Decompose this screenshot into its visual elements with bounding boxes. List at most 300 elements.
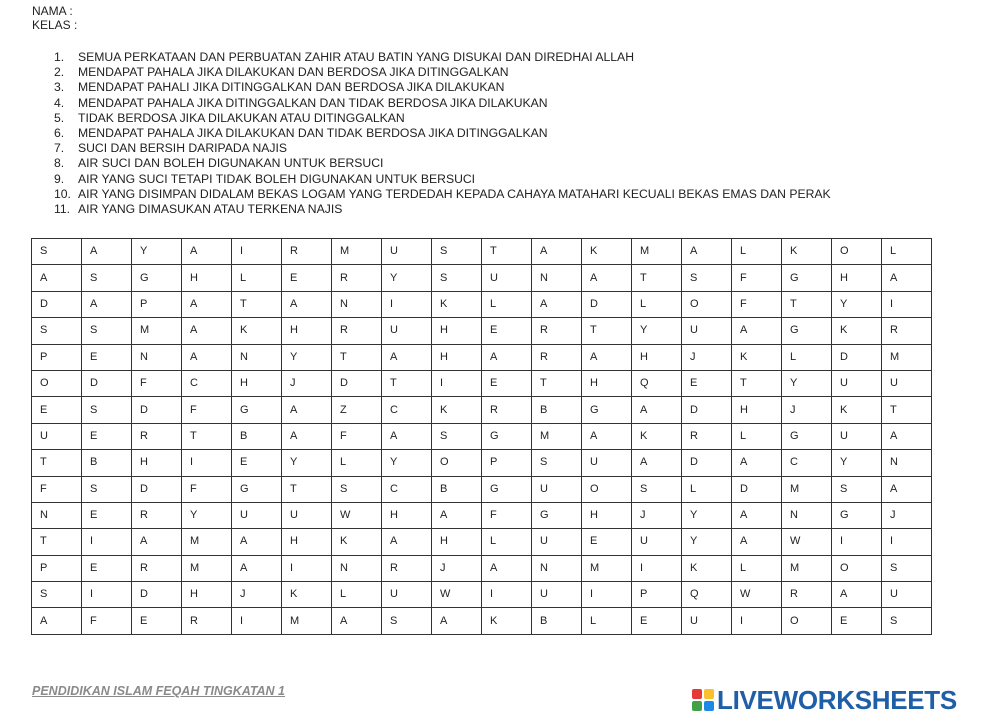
- grid-cell[interactable]: G: [582, 397, 632, 423]
- grid-cell[interactable]: I: [632, 555, 682, 581]
- clue-number: 9.: [54, 171, 65, 186]
- grid-cell[interactable]: U: [682, 318, 732, 344]
- grid-cell[interactable]: U: [682, 608, 732, 634]
- grid-cell[interactable]: D: [682, 397, 732, 423]
- grid-cell[interactable]: H: [182, 265, 232, 291]
- grid-cell[interactable]: F: [182, 476, 232, 502]
- grid-cell[interactable]: L: [732, 423, 782, 449]
- grid-cell[interactable]: P: [482, 450, 532, 476]
- grid-cell[interactable]: E: [832, 608, 882, 634]
- grid-cell[interactable]: T: [332, 344, 382, 370]
- grid-cell[interactable]: H: [182, 582, 232, 608]
- grid-cell[interactable]: A: [182, 239, 232, 265]
- grid-cell[interactable]: H: [582, 502, 632, 528]
- grid-cell[interactable]: G: [782, 318, 832, 344]
- grid-cell[interactable]: R: [782, 582, 832, 608]
- grid-cell[interactable]: A: [282, 397, 332, 423]
- grid-cell[interactable]: T: [32, 529, 82, 555]
- grid-cell[interactable]: M: [782, 555, 832, 581]
- grid-cell[interactable]: U: [832, 370, 882, 396]
- grid-cell[interactable]: L: [582, 608, 632, 634]
- grid-cell[interactable]: H: [382, 502, 432, 528]
- grid-cell[interactable]: J: [282, 370, 332, 396]
- grid-cell[interactable]: K: [732, 344, 782, 370]
- grid-cell[interactable]: A: [32, 265, 82, 291]
- clue-text: TIDAK BERDOSA JIKA DILAKUKAN ATAU DITINGGALKAN: [78, 110, 405, 125]
- grid-cell[interactable]: H: [432, 344, 482, 370]
- grid-cell[interactable]: M: [182, 529, 232, 555]
- grid-cell[interactable]: S: [332, 476, 382, 502]
- grid-cell[interactable]: A: [382, 344, 432, 370]
- grid-cell[interactable]: U: [532, 582, 582, 608]
- grid-cell[interactable]: P: [632, 582, 682, 608]
- grid-cell[interactable]: R: [532, 318, 582, 344]
- grid-cell[interactable]: F: [32, 476, 82, 502]
- grid-cell[interactable]: N: [532, 265, 582, 291]
- grid-cell[interactable]: N: [882, 450, 932, 476]
- grid-cell[interactable]: K: [632, 423, 682, 449]
- grid-cell[interactable]: L: [682, 476, 732, 502]
- grid-cell[interactable]: D: [82, 370, 132, 396]
- grid-cell[interactable]: G: [782, 423, 832, 449]
- grid-cell[interactable]: A: [882, 265, 932, 291]
- grid-cell[interactable]: A: [82, 291, 132, 317]
- grid-cell[interactable]: Y: [682, 502, 732, 528]
- grid-cell[interactable]: M: [782, 476, 832, 502]
- grid-cell[interactable]: H: [132, 450, 182, 476]
- grid-row: [32, 555, 932, 581]
- grid-cell[interactable]: A: [82, 239, 132, 265]
- grid-cell[interactable]: Q: [632, 370, 682, 396]
- grid-cell[interactable]: S: [432, 265, 482, 291]
- grid-cell[interactable]: A: [182, 291, 232, 317]
- grid-cell[interactable]: Y: [282, 344, 332, 370]
- clue-number: 7.: [54, 141, 65, 156]
- grid-cell[interactable]: I: [232, 239, 282, 265]
- grid-cell[interactable]: L: [782, 344, 832, 370]
- grid-cell[interactable]: A: [582, 423, 632, 449]
- grid-cell[interactable]: M: [182, 555, 232, 581]
- grid-cell[interactable]: T: [782, 291, 832, 317]
- grid-cell[interactable]: L: [332, 450, 382, 476]
- grid-cell[interactable]: H: [732, 397, 782, 423]
- grid-cell[interactable]: B: [432, 476, 482, 502]
- grid-cell[interactable]: F: [732, 291, 782, 317]
- grid-cell[interactable]: I: [182, 450, 232, 476]
- grid-cell[interactable]: D: [332, 370, 382, 396]
- grid-cell[interactable]: Y: [632, 318, 682, 344]
- grid-cell[interactable]: K: [232, 318, 282, 344]
- grid-cell[interactable]: A: [582, 265, 632, 291]
- grid-cell[interactable]: C: [782, 450, 832, 476]
- grid-cell[interactable]: A: [532, 291, 582, 317]
- clue-text: MENDAPAT PAHALI JIKA DITINGGALKAN DAN BERDOSA JIKA DILAKUKAN: [78, 80, 505, 95]
- grid-cell[interactable]: L: [482, 291, 532, 317]
- grid-cell[interactable]: J: [432, 555, 482, 581]
- grid-cell[interactable]: S: [532, 450, 582, 476]
- grid-cell[interactable]: A: [482, 555, 532, 581]
- grid-cell[interactable]: A: [732, 318, 782, 344]
- grid-cell[interactable]: K: [682, 555, 732, 581]
- grid-row: [32, 239, 932, 265]
- grid-cell[interactable]: A: [432, 608, 482, 634]
- clue-item: [54, 65, 831, 80]
- grid-cell[interactable]: U: [582, 450, 632, 476]
- grid-cell[interactable]: T: [282, 476, 332, 502]
- grid-cell[interactable]: S: [632, 476, 682, 502]
- kelas-label: KELAS :: [32, 18, 78, 32]
- grid-cell[interactable]: J: [682, 344, 732, 370]
- grid-cell[interactable]: A: [132, 529, 182, 555]
- grid-cell[interactable]: H: [282, 529, 332, 555]
- grid-cell[interactable]: E: [282, 265, 332, 291]
- grid-cell[interactable]: N: [332, 291, 382, 317]
- grid-cell[interactable]: E: [582, 529, 632, 555]
- grid-cell[interactable]: E: [82, 344, 132, 370]
- grid-cell[interactable]: A: [332, 608, 382, 634]
- grid-cell[interactable]: L: [632, 291, 682, 317]
- grid-row: [32, 344, 932, 370]
- grid-cell[interactable]: G: [782, 265, 832, 291]
- grid-cell[interactable]: D: [732, 476, 782, 502]
- grid-cell[interactable]: A: [632, 450, 682, 476]
- grid-cell[interactable]: O: [32, 370, 82, 396]
- grid-cell[interactable]: F: [182, 397, 232, 423]
- grid-cell[interactable]: D: [32, 291, 82, 317]
- grid-cell[interactable]: Y: [132, 239, 182, 265]
- grid-cell[interactable]: L: [332, 582, 382, 608]
- grid-cell[interactable]: T: [482, 239, 532, 265]
- grid-cell[interactable]: H: [282, 318, 332, 344]
- grid-cell[interactable]: R: [482, 397, 532, 423]
- grid-cell[interactable]: I: [382, 291, 432, 317]
- clue-number: 5.: [54, 110, 65, 125]
- grid-cell[interactable]: L: [482, 529, 532, 555]
- grid-cell[interactable]: S: [682, 265, 732, 291]
- grid-cell[interactable]: I: [482, 582, 532, 608]
- grid-cell[interactable]: S: [432, 239, 482, 265]
- grid-cell[interactable]: A: [32, 608, 82, 634]
- grid-cell[interactable]: T: [32, 450, 82, 476]
- grid-cell[interactable]: H: [582, 370, 632, 396]
- grid-cell[interactable]: M: [132, 318, 182, 344]
- grid-cell[interactable]: P: [132, 291, 182, 317]
- grid-cell[interactable]: P: [32, 344, 82, 370]
- grid-cell[interactable]: U: [382, 239, 432, 265]
- grid-cell[interactable]: S: [382, 608, 432, 634]
- grid-cell[interactable]: N: [232, 344, 282, 370]
- grid-cell[interactable]: E: [82, 502, 132, 528]
- grid-cell[interactable]: S: [432, 423, 482, 449]
- grid-cell[interactable]: E: [232, 450, 282, 476]
- grid-cell[interactable]: A: [632, 397, 682, 423]
- grid-cell[interactable]: A: [282, 291, 332, 317]
- grid-cell[interactable]: L: [232, 265, 282, 291]
- grid-cell[interactable]: S: [82, 265, 132, 291]
- grid-cell[interactable]: U: [532, 529, 582, 555]
- grid-cell[interactable]: B: [82, 450, 132, 476]
- grid-cell[interactable]: A: [232, 555, 282, 581]
- grid-cell[interactable]: Q: [682, 582, 732, 608]
- grid-cell[interactable]: N: [32, 502, 82, 528]
- grid-row: [32, 397, 932, 423]
- grid-cell[interactable]: L: [732, 555, 782, 581]
- grid-cell[interactable]: J: [232, 582, 282, 608]
- grid-cell[interactable]: A: [732, 529, 782, 555]
- grid-cell[interactable]: H: [232, 370, 282, 396]
- grid-cell[interactable]: C: [382, 397, 432, 423]
- grid-cell[interactable]: E: [32, 397, 82, 423]
- grid-cell[interactable]: R: [882, 318, 932, 344]
- grid-cell[interactable]: O: [832, 239, 882, 265]
- clue-text: AIR YANG SUCI TETAPI TIDAK BOLEH DIGUNAKAN UNTUK BERSUCI: [78, 171, 476, 186]
- grid-cell[interactable]: O: [682, 291, 732, 317]
- grid-cell[interactable]: F: [132, 370, 182, 396]
- grid-cell[interactable]: G: [232, 476, 282, 502]
- grid-cell[interactable]: S: [32, 318, 82, 344]
- grid-cell[interactable]: R: [532, 344, 582, 370]
- grid-cell[interactable]: I: [432, 370, 482, 396]
- grid-cell[interactable]: K: [432, 397, 482, 423]
- grid-cell[interactable]: T: [182, 423, 232, 449]
- grid-cell[interactable]: K: [332, 529, 382, 555]
- grid-cell[interactable]: A: [432, 502, 482, 528]
- grid-cell[interactable]: B: [532, 608, 582, 634]
- grid-cell[interactable]: L: [882, 239, 932, 265]
- grid-cell[interactable]: D: [132, 476, 182, 502]
- grid-cell[interactable]: W: [432, 582, 482, 608]
- grid-cell[interactable]: Y: [382, 265, 432, 291]
- grid-cell[interactable]: U: [632, 529, 682, 555]
- grid-cell[interactable]: S: [882, 608, 932, 634]
- grid-cell[interactable]: E: [482, 370, 532, 396]
- grid-cell[interactable]: S: [32, 582, 82, 608]
- grid-cell[interactable]: M: [532, 423, 582, 449]
- grid-cell[interactable]: G: [232, 397, 282, 423]
- grid-cell[interactable]: I: [232, 608, 282, 634]
- grid-cell[interactable]: A: [282, 423, 332, 449]
- grid-cell[interactable]: A: [832, 582, 882, 608]
- grid-cell[interactable]: T: [232, 291, 282, 317]
- logo-tile: [692, 701, 702, 711]
- grid-cell[interactable]: G: [132, 265, 182, 291]
- clue-number: 4.: [54, 95, 65, 110]
- grid-cell[interactable]: L: [732, 239, 782, 265]
- grid-cell[interactable]: H: [432, 318, 482, 344]
- grid-cell[interactable]: A: [732, 450, 782, 476]
- grid-cell[interactable]: R: [182, 608, 232, 634]
- grid-cell[interactable]: J: [632, 502, 682, 528]
- grid-cell[interactable]: W: [332, 502, 382, 528]
- grid-cell[interactable]: A: [882, 476, 932, 502]
- grid-cell[interactable]: F: [482, 502, 532, 528]
- grid-cell[interactable]: K: [782, 239, 832, 265]
- grid-cell[interactable]: T: [732, 370, 782, 396]
- grid-cell[interactable]: R: [132, 423, 182, 449]
- grid-cell[interactable]: M: [882, 344, 932, 370]
- grid-cell[interactable]: O: [782, 608, 832, 634]
- grid-cell[interactable]: E: [482, 318, 532, 344]
- grid-cell[interactable]: U: [382, 582, 432, 608]
- grid-cell[interactable]: R: [332, 318, 382, 344]
- grid-cell[interactable]: Y: [282, 450, 332, 476]
- grid-cell[interactable]: U: [882, 582, 932, 608]
- grid-cell[interactable]: J: [882, 502, 932, 528]
- clue-item: [54, 50, 831, 65]
- grid-cell[interactable]: U: [482, 265, 532, 291]
- grid-cell[interactable]: N: [332, 555, 382, 581]
- grid-cell[interactable]: D: [582, 291, 632, 317]
- grid-cell[interactable]: Y: [182, 502, 232, 528]
- grid-cell[interactable]: E: [82, 423, 132, 449]
- grid-cell[interactable]: F: [732, 265, 782, 291]
- grid-cell[interactable]: Y: [382, 450, 432, 476]
- grid-cell[interactable]: S: [882, 555, 932, 581]
- grid-cell[interactable]: A: [582, 344, 632, 370]
- grid-cell[interactable]: K: [282, 582, 332, 608]
- logo-tile: [704, 701, 714, 711]
- grid-cell[interactable]: Y: [782, 370, 832, 396]
- grid-cell[interactable]: R: [682, 423, 732, 449]
- clue-item: [54, 111, 831, 126]
- grid-cell[interactable]: N: [532, 555, 582, 581]
- grid-cell[interactable]: O: [582, 476, 632, 502]
- clue-item: [54, 202, 831, 217]
- grid-cell[interactable]: O: [832, 555, 882, 581]
- clue-text: AIR YANG DISIMPAN DIDALAM BEKAS LOGAM YANG TERDEDAH KEPADA CAHAYA MATAHARI KECUALI BEKAS EMAS DAN PERAK: [78, 186, 831, 201]
- grid-cell[interactable]: I: [832, 529, 882, 555]
- grid-cell[interactable]: K: [832, 318, 882, 344]
- grid-cell[interactable]: I: [82, 582, 132, 608]
- grid-cell[interactable]: U: [532, 476, 582, 502]
- grid-cell[interactable]: J: [782, 397, 832, 423]
- grid-cell[interactable]: D: [132, 582, 182, 608]
- grid-cell[interactable]: O: [432, 450, 482, 476]
- grid-cell[interactable]: Y: [832, 450, 882, 476]
- grid-cell[interactable]: Y: [682, 529, 732, 555]
- grid-cell[interactable]: G: [532, 502, 582, 528]
- grid-cell[interactable]: K: [832, 397, 882, 423]
- grid-cell[interactable]: R: [132, 555, 182, 581]
- grid-cell[interactable]: D: [832, 344, 882, 370]
- grid-cell[interactable]: W: [732, 582, 782, 608]
- grid-cell[interactable]: N: [132, 344, 182, 370]
- grid-cell[interactable]: E: [682, 370, 732, 396]
- grid-cell[interactable]: H: [432, 529, 482, 555]
- grid-cell[interactable]: R: [282, 239, 332, 265]
- logo-tile: [704, 689, 714, 699]
- grid-cell[interactable]: A: [382, 529, 432, 555]
- grid-cell[interactable]: B: [532, 397, 582, 423]
- grid-cell[interactable]: I: [882, 291, 932, 317]
- grid-cell[interactable]: A: [182, 318, 232, 344]
- grid-cell[interactable]: T: [532, 370, 582, 396]
- grid-cell[interactable]: Z: [332, 397, 382, 423]
- grid-cell[interactable]: M: [282, 608, 332, 634]
- clue-item: [54, 172, 831, 187]
- grid-cell[interactable]: I: [582, 582, 632, 608]
- grid-cell[interactable]: S: [82, 476, 132, 502]
- grid-cell[interactable]: T: [882, 397, 932, 423]
- grid-cell[interactable]: R: [132, 502, 182, 528]
- grid-cell[interactable]: U: [32, 423, 82, 449]
- grid-cell[interactable]: Y: [832, 291, 882, 317]
- grid-cell[interactable]: A: [882, 423, 932, 449]
- grid-row: [32, 423, 932, 449]
- grid-cell[interactable]: D: [682, 450, 732, 476]
- grid-cell[interactable]: U: [282, 502, 332, 528]
- grid-cell[interactable]: B: [232, 423, 282, 449]
- grid-cell[interactable]: G: [482, 476, 532, 502]
- grid-cell[interactable]: U: [232, 502, 282, 528]
- grid-cell[interactable]: G: [832, 502, 882, 528]
- clue-text: MENDAPAT PAHALA JIKA DILAKUKAN DAN BERDOSA JIKA DITINGGALKAN: [78, 65, 509, 80]
- grid-cell[interactable]: A: [532, 239, 582, 265]
- grid-cell[interactable]: U: [382, 318, 432, 344]
- grid-cell[interactable]: I: [732, 608, 782, 634]
- grid-cell[interactable]: C: [182, 370, 232, 396]
- grid-cell[interactable]: C: [382, 476, 432, 502]
- grid-cell[interactable]: M: [582, 555, 632, 581]
- grid-cell[interactable]: M: [332, 239, 382, 265]
- nama-label: NAMA :: [32, 4, 73, 18]
- grid-cell[interactable]: K: [482, 608, 532, 634]
- grid-cell[interactable]: S: [832, 476, 882, 502]
- grid-cell[interactable]: S: [32, 239, 82, 265]
- grid-cell[interactable]: A: [382, 423, 432, 449]
- grid-cell[interactable]: T: [632, 265, 682, 291]
- grid-row: [32, 318, 932, 344]
- grid-cell[interactable]: T: [582, 318, 632, 344]
- grid-cell[interactable]: R: [382, 555, 432, 581]
- grid-cell[interactable]: I: [282, 555, 332, 581]
- grid-cell[interactable]: H: [632, 344, 682, 370]
- grid-cell[interactable]: P: [32, 555, 82, 581]
- grid-cell[interactable]: F: [332, 423, 382, 449]
- grid-cell[interactable]: D: [132, 397, 182, 423]
- grid-cell[interactable]: G: [482, 423, 532, 449]
- grid-cell[interactable]: N: [782, 502, 832, 528]
- grid-cell[interactable]: A: [482, 344, 532, 370]
- grid-cell[interactable]: K: [582, 239, 632, 265]
- grid-cell[interactable]: S: [82, 318, 132, 344]
- grid-cell[interactable]: T: [382, 370, 432, 396]
- grid-cell[interactable]: I: [882, 529, 932, 555]
- grid-cell[interactable]: H: [832, 265, 882, 291]
- grid-cell[interactable]: K: [432, 291, 482, 317]
- clue-text: MENDAPAT PAHALA JIKA DITINGGALKAN DAN TIDAK BERDOSA JIKA DILAKUKAN: [78, 95, 548, 110]
- grid-cell[interactable]: R: [332, 265, 382, 291]
- grid-cell[interactable]: M: [632, 239, 682, 265]
- grid-cell[interactable]: S: [82, 397, 132, 423]
- grid-cell[interactable]: E: [132, 608, 182, 634]
- clue-text: AIR YANG DIMASUKAN ATAU TERKENA NAJIS: [78, 202, 343, 217]
- grid-cell[interactable]: A: [732, 502, 782, 528]
- grid-cell[interactable]: U: [832, 423, 882, 449]
- grid-row: [32, 476, 932, 502]
- clue-text: SUCI DAN BERSIH DARIPADA NAJIS: [78, 141, 288, 156]
- grid-cell[interactable]: E: [82, 555, 132, 581]
- grid-cell[interactable]: A: [182, 344, 232, 370]
- grid-cell[interactable]: W: [782, 529, 832, 555]
- grid-cell[interactable]: F: [82, 608, 132, 634]
- grid-cell[interactable]: A: [682, 239, 732, 265]
- grid-cell[interactable]: E: [632, 608, 682, 634]
- grid-cell[interactable]: U: [882, 370, 932, 396]
- clue-text: MENDAPAT PAHALA JIKA DILAKUKAN DAN TIDAK BERDOSA JIKA DITINGGALKAN: [78, 126, 548, 141]
- grid-cell[interactable]: I: [82, 529, 132, 555]
- grid-cell[interactable]: A: [232, 529, 282, 555]
